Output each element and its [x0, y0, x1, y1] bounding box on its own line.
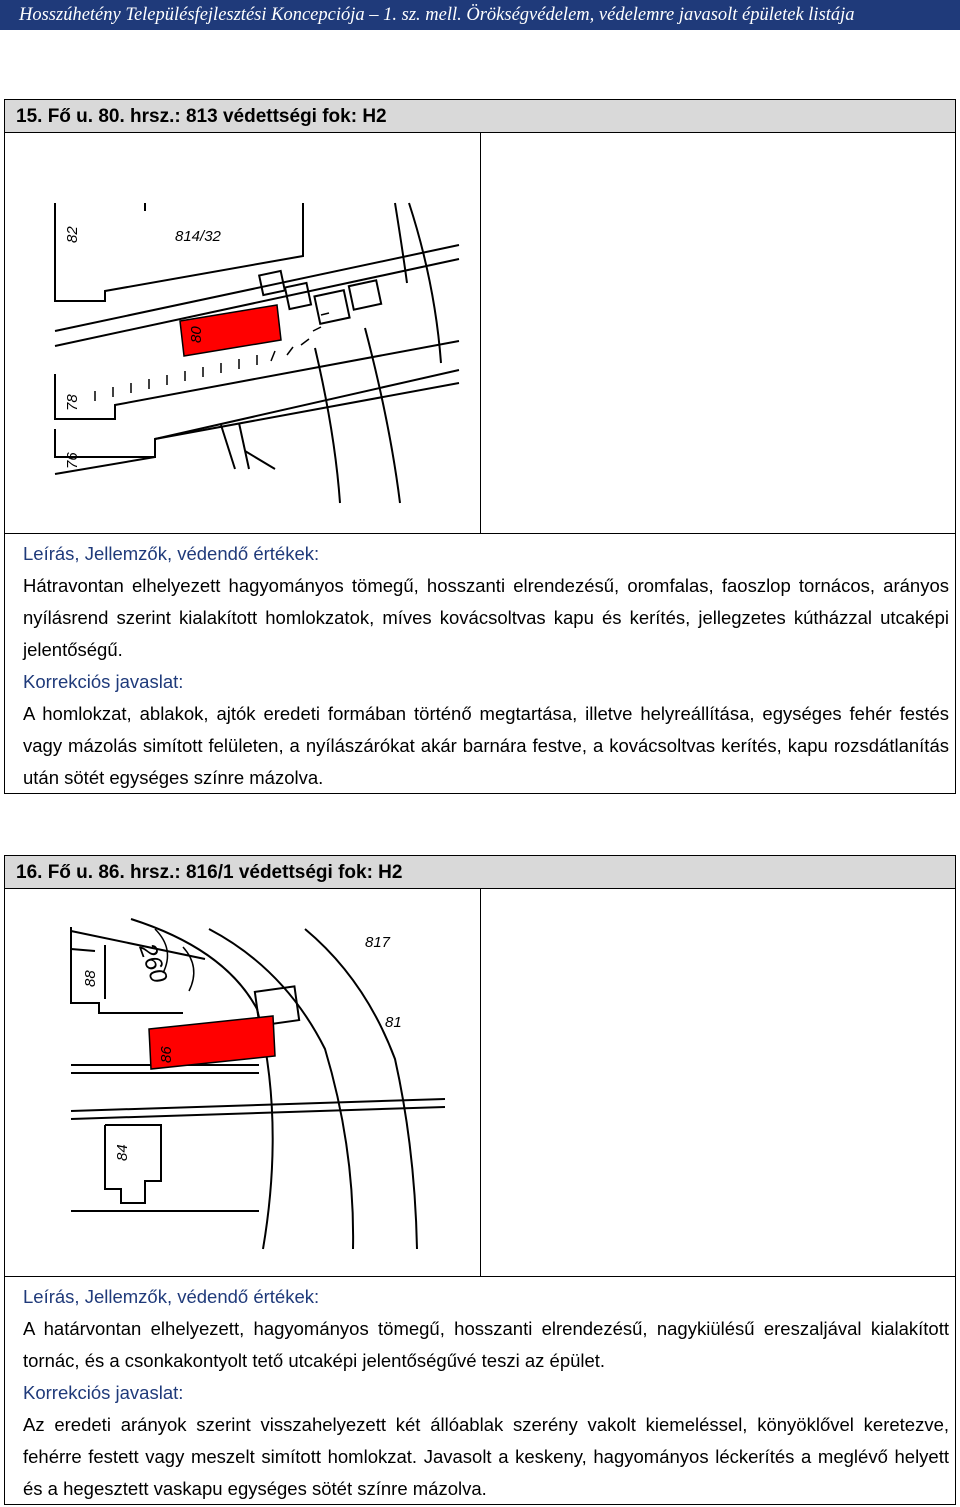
house-number: 76: [64, 452, 81, 469]
text-block: [5, 534, 955, 794]
page-header: [0, 0, 960, 30]
parcel-label: 814/32: [175, 228, 221, 245]
correction-label: Korrekciós javaslat:: [23, 671, 184, 692]
entry-15: [4, 99, 956, 794]
text-block: [5, 1277, 955, 1505]
correction-text: A homlokzat, ablakok, ajtók eredeti formában történő megtartása, illetve helyreállítása, egységes fehér festés vagy mázolás simított felületen, a nyílászárókat akár barnára festve, a kovácsoltvas kerítés, kapu rozsdátlanítás után sötét egységes színre mázolva.: [23, 703, 949, 788]
description-label: Leírás, Jellemzők, védendő értékek:: [23, 543, 320, 564]
parcel-label: 260: [133, 939, 173, 987]
house-number: 84: [114, 1144, 131, 1161]
parcel-label: 817: [365, 934, 391, 951]
map-row: [5, 133, 955, 534]
entry-title: 15. Fő u. 80. hrsz.: 813 védettségi fok: H2: [5, 100, 955, 133]
entry-title: 16. Fő u. 86. hrsz.: 816/1 védettségi fok: H2: [5, 856, 955, 889]
house-number: 88: [82, 970, 99, 987]
description-text: Hátravontan elhelyezett hagyományos tömegű, hosszanti elrendezésű, oromfalas, faoszlop tornácos, arányos nyílásrend szerint kialakított homlokzatok, míves kovácsoltvas kapu és kerítés, jellegzetes kútházzal utcaképi jelentőségű.: [23, 575, 949, 660]
parcel-label: 81: [385, 1014, 402, 1031]
house-number: 80: [188, 326, 205, 343]
correction-text: Az eredeti arányok szerint visszahelyezett két állóablak szerény vakolt kiemeléssel, könyöklővel keretezve, fehérre festett vagy meszelt simított homlokzat. Javasolt a keskeny, hagyományos léckerítés a meglévő helyett és a hegesztett vaskapu egységes sötét színre mázolva.: [23, 1414, 949, 1499]
page-header-text: Hosszúhetény Településfejlesztési Koncepciója – 1. sz. mell. Örökségvédelem, védelemre javasolt épületek listája: [19, 5, 855, 25]
description-text: A határvontan elhelyezett, hagyományos tömegű, hosszanti elrendezésű, nagykiülésű ereszaljával kialakított tornác, és a csonkakontyolt tető utcaképi jelentőségűvé teszi az épület.: [23, 1318, 949, 1371]
map-cell: [5, 889, 481, 1276]
house-number: 82: [64, 226, 81, 243]
cadastral-map: [5, 133, 479, 532]
correction-label: Korrekciós javaslat:: [23, 1382, 184, 1403]
map-row: [5, 889, 955, 1277]
cadastral-map: [5, 889, 479, 1275]
house-number: 86: [158, 1046, 175, 1063]
entry-16: [4, 855, 956, 1505]
description-label: Leírás, Jellemzők, védendő értékek:: [23, 1286, 320, 1307]
map-cell: [5, 133, 481, 533]
house-number: 78: [64, 394, 81, 411]
